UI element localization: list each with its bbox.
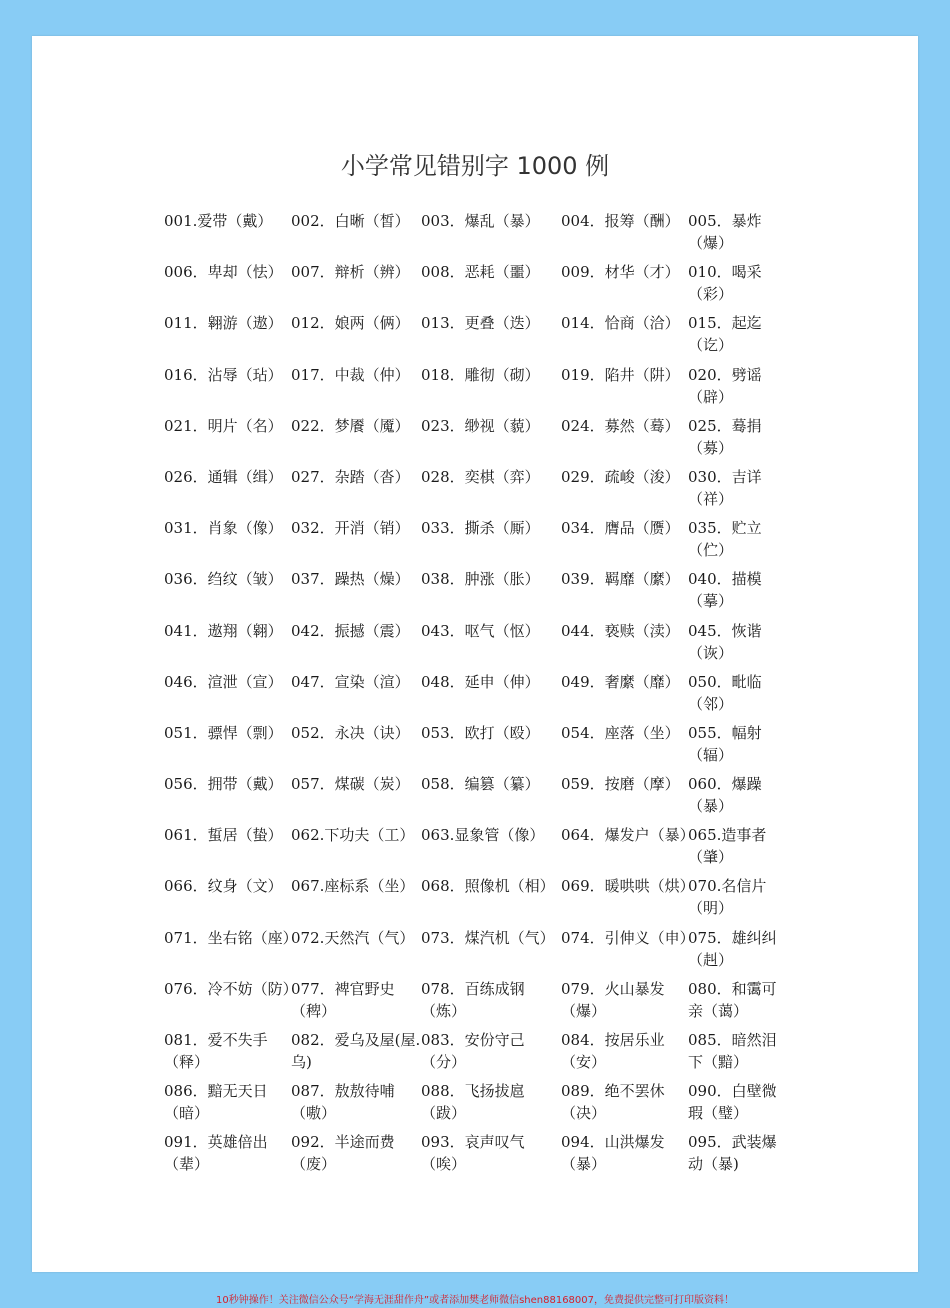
word-list-grid <box>164 208 814 1181</box>
word-entry: 010．喝采（彩） <box>688 263 762 304</box>
word-entry: 067.座标系（坐） <box>291 877 415 896</box>
word-entry: 030．吉详（祥） <box>688 467 762 508</box>
word-entry: 040．描模（摹） <box>688 570 762 611</box>
word-entry: 089．绝不罢休（决） <box>561 1082 665 1123</box>
word-entry: 021．明片（名） <box>164 416 283 435</box>
word-entry: 074．引伸义（申） <box>561 928 695 947</box>
word-entry: 094．山洪爆发（暴） <box>561 1133 665 1174</box>
word-entry: 020．劈谣（辟） <box>688 365 762 406</box>
word-entry: 018．雕彻（砌） <box>421 365 540 384</box>
word-entry: 042．振撼（震） <box>291 621 410 640</box>
entry-row <box>164 1129 814 1180</box>
word-entry: 066．纹身（文） <box>164 877 283 896</box>
entry-row <box>164 464 814 515</box>
word-entry: 064．爆发户（暴） <box>561 826 695 845</box>
entry-row <box>164 362 814 413</box>
entry-row <box>164 618 814 669</box>
word-entry: 033．撕杀（厮） <box>421 519 540 538</box>
word-entry: 063.显象管（像） <box>421 826 545 845</box>
entry-row <box>164 822 814 873</box>
word-entry: 082．爱乌及屋(屋.乌) <box>291 1031 421 1071</box>
word-entry: 049．奢縻（靡） <box>561 672 680 691</box>
word-entry: 012．娘两（俩） <box>291 314 410 333</box>
word-entry: 009．材华（才） <box>561 263 680 282</box>
word-entry: 087．敖敖待哺（嗷） <box>291 1082 395 1123</box>
word-entry: 034．膺品（赝） <box>561 519 680 538</box>
word-entry: 028．奕棋（弈） <box>421 467 540 486</box>
word-entry: 019．陷井（阱） <box>561 365 680 384</box>
word-entry: 059．按磨（摩） <box>561 775 680 794</box>
word-entry: 055．幅射（辐） <box>688 723 762 764</box>
entry-row <box>164 925 814 976</box>
entry-row <box>164 1078 814 1129</box>
word-entry: 032．开消（销） <box>291 519 410 538</box>
word-entry: 075．雄纠纠（赳） <box>688 928 777 969</box>
entry-row <box>164 515 814 566</box>
word-entry: 005．暴炸（爆） <box>688 212 762 252</box>
word-entry: 041．遨翔（翱） <box>164 621 283 640</box>
word-entry: 036．绉纹（皱） <box>164 570 283 589</box>
word-entry: 004．报筹（酬） <box>561 212 680 230</box>
word-entry: 048．延申（伸） <box>421 672 540 691</box>
word-entry: 083．安份守己（分） <box>421 1031 525 1071</box>
word-entry: 084．按居乐业（安） <box>561 1031 665 1071</box>
word-entry: 086．黯无天日（暗） <box>164 1082 268 1123</box>
entry-row <box>164 208 814 259</box>
entry-row <box>164 669 814 720</box>
word-entry: 071．坐右铭（座） <box>164 928 298 947</box>
page-title: 小学常见错别字 1000 例 <box>340 152 610 180</box>
entry-row <box>164 566 814 617</box>
word-entry: 024．募然（蓦） <box>561 416 680 435</box>
word-entry: 013．更叠（迭） <box>421 314 540 333</box>
word-entry: 080．和霭可亲（蔼） <box>688 979 777 1020</box>
word-entry: 015．起迄（讫） <box>688 314 762 355</box>
entry-row <box>164 1027 814 1078</box>
word-entry: 043．呕气（怄） <box>421 621 540 640</box>
word-entry: 027．杂踏（沓） <box>291 467 410 486</box>
footer-promo-text: 10秒钟操作！关注微信公众号“学海无涯甜作舟”或者添加樊老师微信shen88168007，免费提供完整可打印版资料！ <box>215 1295 735 1306</box>
word-entry: 088．飞扬拔扈（跋） <box>421 1082 525 1123</box>
word-entry: 007．辩析（辨） <box>291 263 410 282</box>
word-entry: 060．爆躁（暴） <box>688 775 762 816</box>
word-entry: 031．肖象（像） <box>164 519 283 538</box>
word-entry: 092．半途而费（废） <box>291 1133 395 1174</box>
word-entry: 058．编篡（纂） <box>421 775 540 794</box>
word-entry: 006．卑却（怯） <box>164 263 283 282</box>
word-entry: 065.造事者（肇） <box>688 826 767 867</box>
word-entry: 022．梦餍（魇） <box>291 416 410 435</box>
word-entry: 061．蜇居（蛰） <box>164 826 283 845</box>
word-entry: 023．缈视（藐） <box>421 416 540 435</box>
word-entry: 076．冷不妨（防） <box>164 979 298 998</box>
word-entry: 001.爱带（戴） <box>164 212 273 230</box>
word-entry: 073．煤汽机（气） <box>421 928 555 947</box>
word-entry: 037．躁热（燥） <box>291 570 410 589</box>
word-entry: 068．照像机（相） <box>421 877 555 896</box>
word-entry: 062.下功夫（工） <box>291 826 415 845</box>
word-entry: 046．渲泄（宣） <box>164 672 283 691</box>
word-entry: 039．羁靡（縻） <box>561 570 680 589</box>
word-entry: 051．骠悍（剽） <box>164 723 283 742</box>
word-entry: 016．沾辱（玷） <box>164 365 283 384</box>
entry-row <box>164 976 814 1027</box>
word-entry: 044．亵赎（渎） <box>561 621 680 640</box>
word-entry: 056．拥带（戴） <box>164 775 283 794</box>
word-entry: 026．通辑（缉） <box>164 467 283 486</box>
word-entry: 070.名信片（明） <box>688 877 767 918</box>
word-entry: 093．哀声叹气（唉） <box>421 1133 525 1174</box>
entry-row <box>164 259 814 310</box>
word-entry: 035．贮立（伫） <box>688 519 762 560</box>
word-entry: 025．蓦捐（募） <box>688 416 762 457</box>
word-entry: 047．宣染（渲） <box>291 672 410 691</box>
word-entry: 077．裨官野史（稗） <box>291 979 395 1020</box>
word-entry: 054．座落（坐） <box>561 723 680 742</box>
entry-row <box>164 873 814 924</box>
word-entry: 008．恶耗（噩） <box>421 263 540 282</box>
word-entry: 057．煤碳（炭） <box>291 775 410 794</box>
word-entry: 053．欧打（殴） <box>421 723 540 742</box>
word-entry: 078．百练成钢（炼） <box>421 979 525 1020</box>
word-entry: 038．肿涨（胀） <box>421 570 540 589</box>
word-entry: 011．翱游（遨） <box>164 314 283 333</box>
word-entry: 003．爆乱（暴） <box>421 212 540 230</box>
word-entry: 069．暖哄哄（烘） <box>561 877 695 896</box>
word-entry: 072.天然汽（气） <box>291 928 415 947</box>
entry-row <box>164 413 814 464</box>
word-entry: 091．英雄倍出（辈） <box>164 1133 268 1174</box>
document-page <box>32 36 918 1272</box>
entry-row <box>164 310 814 361</box>
word-entry: 052．永决（诀） <box>291 723 410 742</box>
word-entry: 045．恢谐（诙） <box>688 621 762 662</box>
word-entry: 017．中裁（仲） <box>291 365 410 384</box>
word-entry: 081．爱不失手（释） <box>164 1031 268 1071</box>
word-entry: 002．白晰（皙） <box>291 212 410 230</box>
word-entry: 050．毗临（邻） <box>688 672 762 713</box>
word-entry: 085．暗然泪下（黯） <box>688 1031 777 1071</box>
entry-row <box>164 771 814 822</box>
word-entry: 029．疏峻（浚） <box>561 467 680 486</box>
word-entry: 014．恰商（洽） <box>561 314 680 333</box>
entry-row <box>164 720 814 771</box>
word-entry: 090．白壁微瑕（璧） <box>688 1082 777 1123</box>
word-entry: 095．武装爆动（暴) <box>688 1133 777 1174</box>
word-entry: 079．火山暴发（爆） <box>561 979 665 1020</box>
